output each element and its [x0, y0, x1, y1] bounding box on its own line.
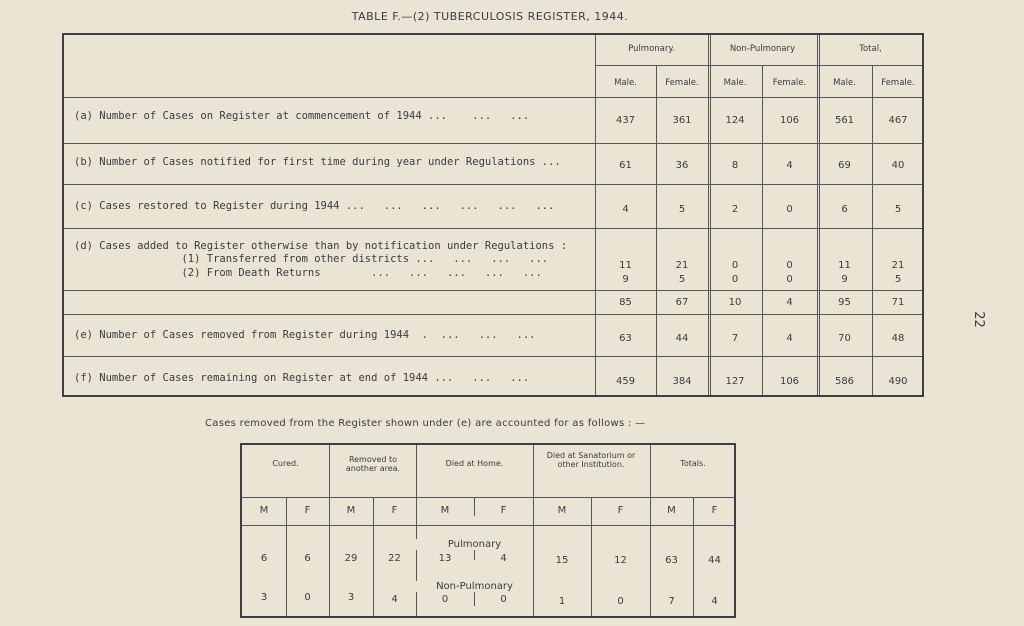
table-cell: 0 [500, 594, 507, 605]
table-cell: 5 [894, 274, 902, 285]
table-cell: 384 [672, 376, 692, 387]
table-cell: 0 [441, 594, 449, 605]
subheader-f: F [304, 505, 311, 516]
table-cell: 36 [675, 160, 689, 171]
table-cell: 4 [500, 553, 507, 564]
subheader-female: Female. [772, 78, 807, 88]
table-cell: 0 [304, 592, 311, 603]
header-rule [595, 65, 922, 66]
row-label-d2: (2) From Death Returns ... ... ... ... ... [74, 267, 542, 279]
removed-caption: Cases removed from the Register shown under (e) are accounted for as follows : — [205, 418, 646, 429]
table-cell: 9 [841, 274, 848, 285]
table-cell: 106 [779, 376, 800, 387]
row-label-non-pulmonary: Non-Pulmonary [416, 581, 533, 592]
table-cell: 61 [619, 160, 632, 171]
table-cell: 467 [888, 115, 908, 126]
header-total: Total, [859, 44, 882, 54]
table-cell: 0 [731, 260, 739, 271]
table-cell: 4 [786, 333, 793, 344]
table-cell: 0 [786, 204, 793, 215]
page-number: 22 [970, 311, 986, 328]
subheader-female: Female. [665, 78, 699, 88]
table-cell: 5 [894, 204, 902, 215]
table-cell: 70 [838, 333, 851, 344]
table-cell: 7 [668, 596, 675, 607]
table-cell: 124 [725, 115, 745, 126]
table-cell: 8 [731, 160, 739, 171]
table-cell: 11 [838, 260, 851, 271]
row-rule [64, 290, 922, 291]
row-label-pulmonary: Pulmonary [416, 539, 533, 550]
row-label-f: (f) Number of Cases remaining on Register at end of 1944 ... ... ... [74, 372, 530, 384]
col-divider [533, 445, 534, 616]
col-divider [329, 445, 330, 616]
table-cell: 561 [834, 115, 855, 126]
row-rule [64, 184, 922, 185]
subheader-m: M [667, 505, 676, 516]
table-cell: 0 [731, 274, 739, 285]
table-cell: 13 [438, 553, 452, 564]
subheader-f: F [617, 505, 624, 516]
table-cell: 490 [888, 376, 908, 387]
row-label-a: (a) Number of Cases on Register at commencement of 1944 ... ... ... [74, 110, 530, 122]
table-cell: 4 [711, 596, 718, 607]
header-totals: Totals. [680, 459, 706, 468]
header-removed: Removed to another area. [345, 455, 401, 473]
header-died-institution: Died at Sanatorium or other Institution. [546, 451, 636, 469]
table-cell: 63 [665, 555, 678, 566]
table-cell: 5 [678, 204, 686, 215]
subtotal-cell: 4 [786, 297, 793, 308]
header-non-pulmonary: Non-Pulmonary [729, 44, 796, 54]
row-label-e: (e) Number of Cases removed from Register during 1944 . ... ... ... [74, 329, 536, 341]
subheader-m: M [346, 505, 356, 516]
subheader-male: Male. [614, 78, 637, 88]
row-rule [64, 143, 922, 144]
subheader-m: M [259, 505, 269, 516]
table-cell: 6 [260, 553, 268, 564]
table-cell: 22 [388, 553, 401, 564]
table-cell: 44 [675, 333, 689, 344]
header-died-home: Died at Home. [445, 459, 504, 468]
table-cell: 15 [555, 555, 569, 566]
table-cell: 11 [619, 260, 632, 271]
table-cell: 437 [615, 115, 636, 126]
header-pulmonary: Pulmonary. [628, 44, 675, 54]
table-cell: 21 [675, 260, 689, 271]
row-rule [64, 228, 922, 229]
table-cell: 44 [708, 555, 721, 566]
table-cell: 69 [838, 160, 851, 171]
table-cell: 5 [678, 274, 686, 285]
subheader-m: M [440, 505, 450, 516]
subtotal-cell: 10 [728, 297, 742, 308]
subheader-female: Female. [881, 78, 915, 88]
table-cell: 4 [391, 594, 398, 605]
row-rule [64, 314, 922, 315]
col-divider [650, 445, 651, 616]
table-cell: 9 [622, 274, 629, 285]
row-rule [64, 356, 922, 357]
table-cell: 127 [725, 376, 745, 387]
table-cell: 586 [834, 376, 855, 387]
table-cell: 48 [891, 333, 905, 344]
header-rule [64, 97, 922, 98]
subtotal-cell: 85 [619, 297, 632, 308]
header-rule [242, 497, 734, 498]
row-label-b: (b) Number of Cases notified for first time during year under Regulations ... [74, 156, 561, 168]
table-cell: 2 [731, 204, 739, 215]
table-cell: 6 [304, 553, 311, 564]
header-rule [242, 525, 734, 526]
table-cell: 4 [622, 204, 629, 215]
row-label-c: (c) Cases restored to Register during 1944 ... ... ... ... ... ... [74, 200, 555, 212]
table-cell: 21 [891, 260, 905, 271]
table-cell: 4 [786, 160, 793, 171]
removed-table [240, 443, 736, 618]
table-cell: 459 [615, 376, 636, 387]
subtotal-cell: 67 [675, 297, 689, 308]
table-cell: 0 [786, 260, 793, 271]
subheader-f: F [500, 505, 507, 516]
subheader-male: Male. [833, 78, 856, 88]
table-cell: 6 [841, 204, 848, 215]
row-label-d: (d) Cases added to Register otherwise than by notification under Regulations : [74, 240, 568, 252]
table-cell: 1 [558, 596, 566, 607]
table-cell: 3 [347, 592, 355, 603]
subheader-f: F [711, 505, 718, 516]
table-cell: 12 [614, 555, 627, 566]
subtotal-cell: 71 [891, 297, 905, 308]
table-cell: 7 [731, 333, 739, 344]
header-cured: Cured. [272, 459, 299, 468]
table-cell: 40 [891, 160, 905, 171]
subheader-f: F [391, 505, 398, 516]
table-cell: 29 [344, 553, 358, 564]
table-cell: 106 [779, 115, 800, 126]
subheader-male: Male. [723, 78, 747, 88]
page-title: TABLE F.—(2) TUBERCULOSIS REGISTER, 1944. [351, 10, 629, 23]
subtotal-cell: 95 [838, 297, 851, 308]
table-cell: 361 [672, 115, 692, 126]
table-cell: 0 [786, 274, 793, 285]
row-label-d1: (1) Transferred from other districts ... ... ... ... [74, 253, 549, 265]
table-cell: 0 [617, 596, 624, 607]
subheader-m: M [557, 505, 567, 516]
table-cell: 63 [619, 333, 632, 344]
register-table [62, 33, 924, 397]
table-cell: 3 [260, 592, 268, 603]
